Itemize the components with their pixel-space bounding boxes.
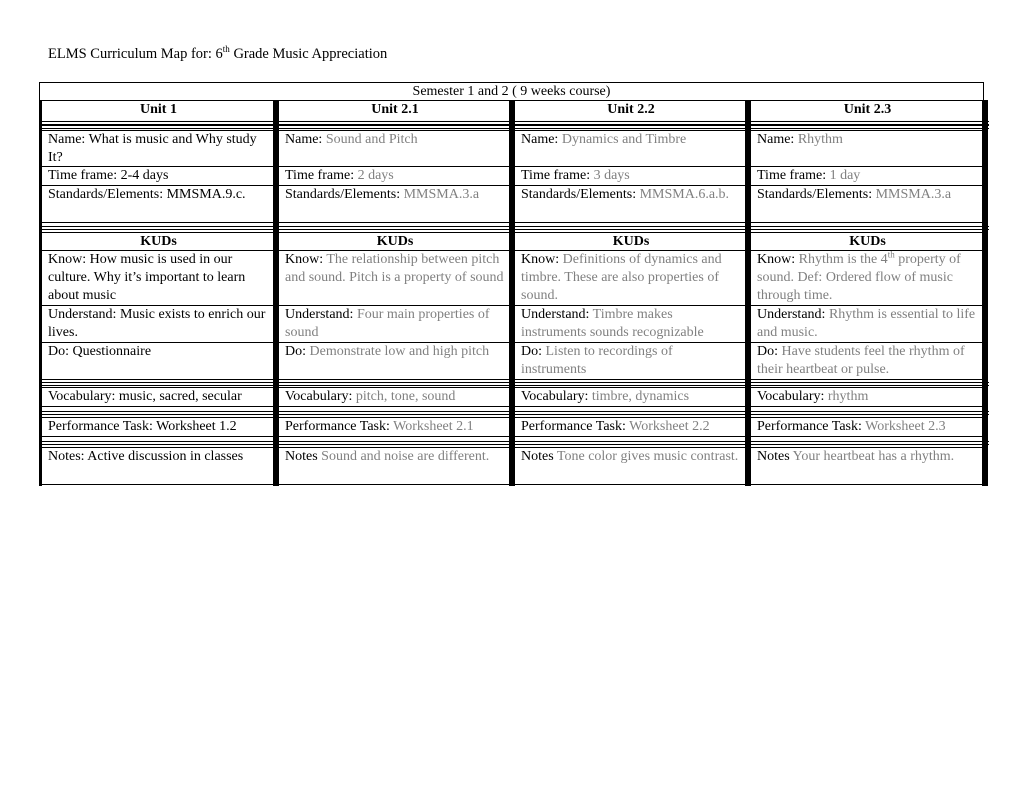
vocabulary-cell <box>42 387 273 407</box>
unit-name-cell <box>279 130 509 166</box>
kuds-heading: KUDs <box>751 232 982 250</box>
notes-value: Active discussion in classes <box>84 449 244 464</box>
unit-name-cell <box>515 130 745 166</box>
understand-label: Understand: <box>48 307 117 322</box>
know-value-part: property of sound. Def: Ordered flow of music through time. <box>757 252 961 303</box>
know-cell <box>42 250 273 305</box>
understand-label: Understand: <box>285 307 354 322</box>
kuds-heading: KUDs <box>515 232 745 250</box>
notes-label: Notes <box>285 449 318 464</box>
unit-heading: Unit 1 <box>42 100 273 120</box>
know-value-superscript: th <box>887 250 895 260</box>
title-prefix: ELMS Curriculum Map for: 6 <box>48 46 223 62</box>
name-label: Name: <box>757 132 795 147</box>
time-value: 2 days <box>354 168 394 183</box>
time-frame-cell <box>751 166 982 185</box>
time-frame-cell <box>42 166 273 185</box>
time-label: Time frame: <box>521 168 591 183</box>
notes-cell <box>279 447 509 485</box>
standards-cell <box>42 185 273 223</box>
vocab-label: Vocabulary: <box>48 389 116 404</box>
unit-column <box>515 100 745 486</box>
do-value: Demonstrate low and high pitch <box>306 344 490 359</box>
kuds-heading: KUDs <box>42 232 273 250</box>
unit-column <box>279 100 509 486</box>
time-frame-cell <box>515 166 745 185</box>
task-value: Worksheet 1.2 <box>152 419 237 434</box>
title-suffix: Grade Music Appreciation <box>229 46 388 62</box>
standards-label: Standards/Elements: <box>48 187 164 202</box>
vocab-label: Vocabulary: <box>757 389 825 404</box>
notes-value: Tone color gives music contrast. <box>553 449 739 464</box>
know-cell <box>279 250 509 305</box>
vocabulary-cell <box>279 387 509 407</box>
time-value: 1 day <box>826 168 861 183</box>
performance-task-cell <box>515 417 745 437</box>
vocab-label: Vocabulary: <box>521 389 589 404</box>
know-cell <box>751 250 982 305</box>
notes-value: Sound and noise are different. <box>317 449 490 464</box>
task-value: Worksheet 2.2 <box>625 419 710 434</box>
standards-cell <box>751 185 982 223</box>
name-label: Name: <box>521 132 559 147</box>
understand-cell <box>751 305 982 342</box>
do-value: Have students feel the rhythm of their heartbeat or pulse. <box>757 344 965 377</box>
row-separator <box>39 382 989 386</box>
unit-heading: Unit 2.1 <box>279 100 509 120</box>
standards-cell <box>515 185 745 223</box>
unit-name-cell <box>751 130 982 166</box>
do-label: Do: <box>48 344 69 359</box>
standards-label: Standards/Elements: <box>521 187 637 202</box>
curriculum-table <box>39 100 989 486</box>
notes-label: Notes <box>757 449 790 464</box>
understand-value: Rhythm is essential to life and music. <box>757 307 976 340</box>
understand-cell <box>42 305 273 342</box>
unit-heading: Unit 2.3 <box>751 100 982 120</box>
standards-label: Standards/Elements: <box>757 187 873 202</box>
do-label: Do: <box>285 344 306 359</box>
understand-cell <box>279 305 509 342</box>
vocab-label: Vocabulary: <box>285 389 353 404</box>
name-value: Rhythm <box>794 132 843 147</box>
time-value: 2-4 days <box>117 168 169 183</box>
know-label: Know: <box>521 252 560 267</box>
performance-task-cell <box>42 417 273 437</box>
table-border-right <box>982 100 988 486</box>
task-label: Performance Task: <box>285 419 390 434</box>
understand-value: Timbre makes instruments sounds recognizable <box>521 307 704 340</box>
understand-cell <box>515 305 745 342</box>
notes-label: Notes: <box>48 449 85 464</box>
time-label: Time frame: <box>48 168 118 183</box>
do-cell <box>751 342 982 380</box>
standards-value: MMSMA.6.a.b. <box>639 187 730 202</box>
vocab-value: rhythm <box>824 389 869 404</box>
notes-value: Your heartbeat has a rhythm. <box>789 449 955 464</box>
do-value: Listen to recordings of instruments <box>521 344 673 377</box>
name-value: Sound and Pitch <box>322 132 418 147</box>
do-cell <box>279 342 509 380</box>
name-label: Name: <box>48 132 86 147</box>
notes-cell <box>515 447 745 485</box>
time-value: 3 days <box>590 168 630 183</box>
time-label: Time frame: <box>285 168 355 183</box>
understand-label: Understand: <box>521 307 590 322</box>
task-value: Worksheet 2.1 <box>389 419 474 434</box>
know-value: Definitions of dynamics and timbre. These are also properties of sound. <box>521 252 722 303</box>
notes-label: Notes <box>521 449 554 464</box>
unit-name-cell <box>42 130 273 166</box>
standards-value: MMSMA.3.a <box>872 187 952 202</box>
row-separator <box>39 125 989 129</box>
title-superscript: th <box>222 44 230 55</box>
vocab-value: timbre, dynamics <box>588 389 690 404</box>
standards-value: MMSMA.3.a <box>400 187 480 202</box>
standards-cell <box>279 185 509 223</box>
vocab-value: music, sacred, secular <box>115 389 242 404</box>
standards-label: Standards/Elements: <box>285 187 401 202</box>
time-label: Time frame: <box>757 168 827 183</box>
name-value: What is music and Why study It? <box>48 132 257 165</box>
time-frame-cell <box>279 166 509 185</box>
standards-value: MMSMA.9.c. <box>166 187 246 202</box>
row-separator <box>39 441 989 445</box>
vocabulary-cell <box>515 387 745 407</box>
performance-task-cell <box>279 417 509 437</box>
do-cell <box>42 342 273 380</box>
row-separator <box>39 411 989 415</box>
unit-heading: Unit 2.2 <box>515 100 745 120</box>
understand-label: Understand: <box>757 307 826 322</box>
know-value: The relationship between pitch and sound. Pitch is a property of sound <box>285 252 504 285</box>
task-label: Performance Task: <box>757 419 862 434</box>
do-value: Questionnaire <box>69 344 152 359</box>
unit-column <box>751 100 982 486</box>
name-value: Dynamics and Timbre <box>558 132 687 147</box>
understand-value: Four main properties of sound <box>285 307 490 340</box>
notes-cell <box>751 447 982 485</box>
do-label: Do: <box>521 344 542 359</box>
task-label: Performance Task: <box>521 419 626 434</box>
page-title <box>48 46 387 63</box>
do-label: Do: <box>757 344 778 359</box>
task-value: Worksheet 2.3 <box>861 419 946 434</box>
vocab-value: pitch, tone, sound <box>352 389 456 404</box>
kuds-heading: KUDs <box>279 232 509 250</box>
notes-cell <box>42 447 273 485</box>
know-label: Know: <box>285 252 324 267</box>
unit-column <box>42 100 273 486</box>
do-cell <box>515 342 745 380</box>
performance-task-cell <box>751 417 982 437</box>
semester-header: Semester 1 and 2 ( 9 weeks course) <box>39 82 984 100</box>
know-value-part: Rhythm is the 4 <box>795 252 888 267</box>
vocabulary-cell <box>751 387 982 407</box>
task-label: Performance Task: <box>48 419 153 434</box>
understand-value: Music exists to enrich our lives. <box>48 307 266 340</box>
know-label: Know: <box>48 252 87 267</box>
know-value: How music is used in our culture. Why it’s important to learn about music <box>48 252 246 303</box>
know-label: Know: <box>757 252 796 267</box>
know-cell <box>515 250 745 305</box>
name-label: Name: <box>285 132 323 147</box>
row-separator <box>39 226 989 230</box>
